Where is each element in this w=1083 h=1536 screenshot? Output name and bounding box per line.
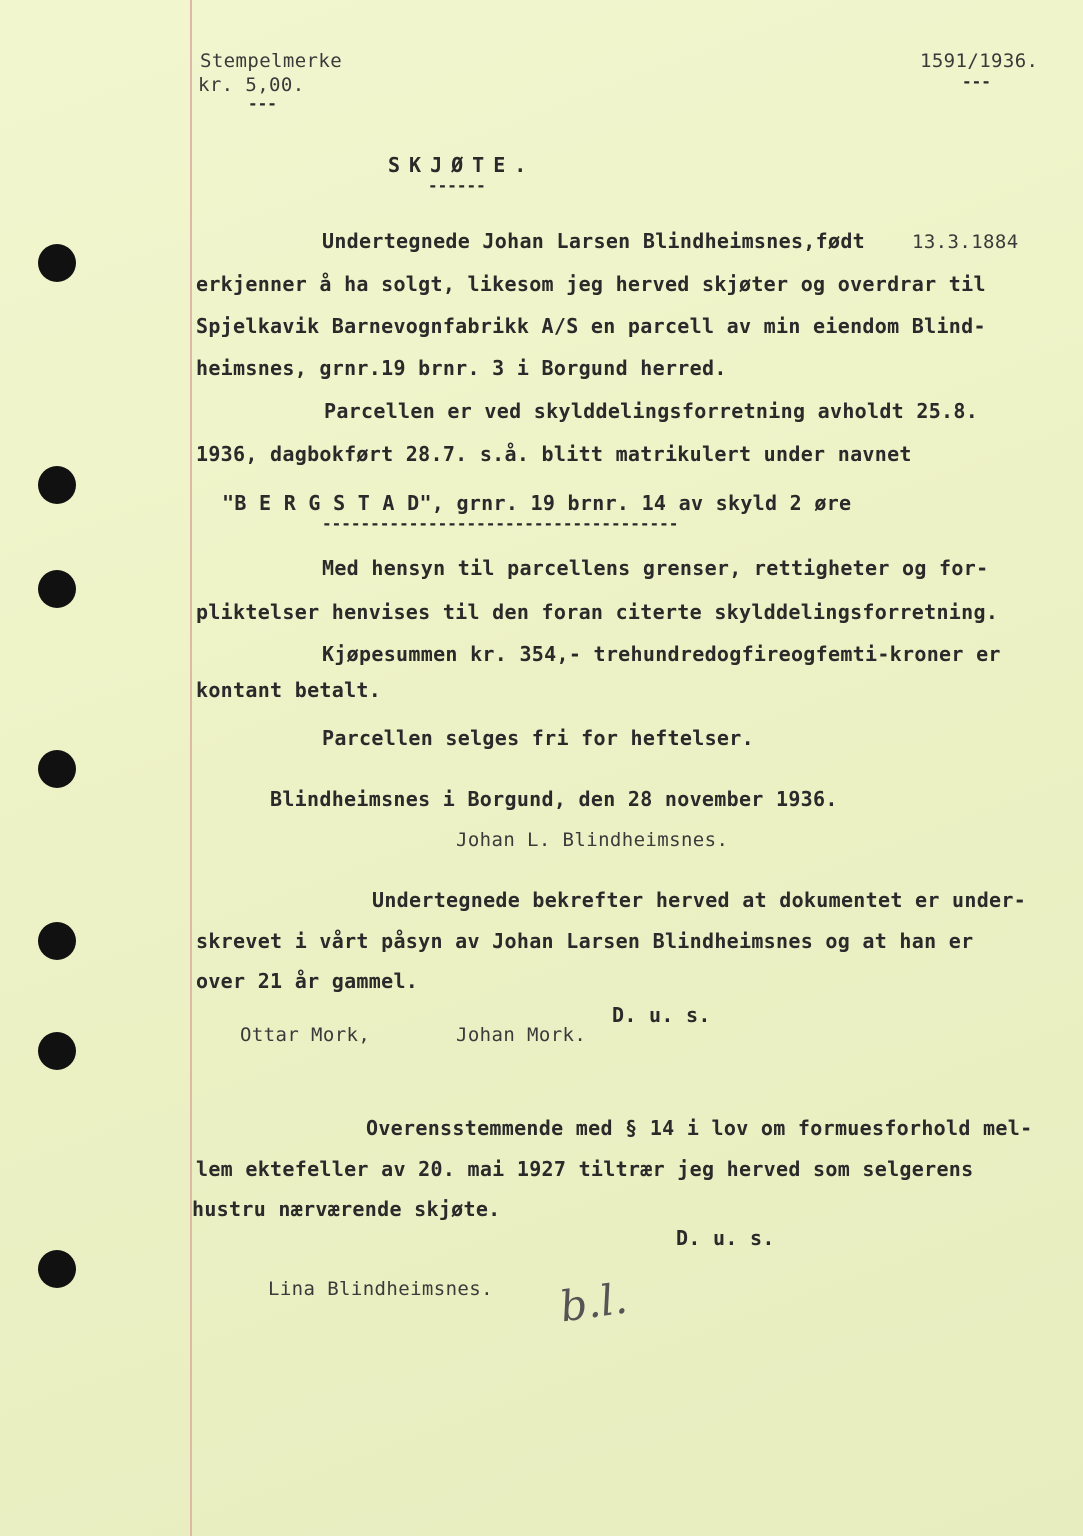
reference-number: 1591/1936. xyxy=(920,50,1039,72)
para1-line3: Spjelkavik Barnevognfabrikk A/S en parcell av min eiendom Blind- xyxy=(196,314,986,338)
reference-dashes: --- xyxy=(962,72,991,91)
place-date: Blindheimsnes i Borgund, den 28 november 1936. xyxy=(270,787,838,811)
para1-line1: Undertegnede Johan Larsen Blindheimsnes,født xyxy=(322,229,866,253)
dus-mark-1: D. u. s. xyxy=(612,1003,711,1027)
spouse-line1: Overensstemmende med § 14 i lov om formuesforhold mel- xyxy=(366,1116,1033,1140)
witness-1-signature: Ottar Mork, xyxy=(240,1024,371,1046)
para1-line4: heimsnes, grnr.19 brnr. 3 i Borgund herred. xyxy=(196,356,727,380)
para2-line1: Parcellen er ved skylddelingsforretning avholdt 25.8. xyxy=(324,399,979,423)
para3-line1: Med hensyn til parcellens grenser, rettigheter og for- xyxy=(322,556,989,580)
witness-2-signature: Johan Mork. xyxy=(456,1024,587,1046)
property-name-underline: ------------------------------------- xyxy=(322,514,679,533)
dus-mark-2: D. u. s. xyxy=(676,1226,775,1250)
spouse-line2: lem ektefeller av 20. mai 1927 tiltrær jeg herved som selgerens xyxy=(196,1157,974,1181)
margin-rule xyxy=(190,0,192,1536)
punch-hole xyxy=(38,244,76,282)
para4-line1: Kjøpesummen kr. 354,- trehundredogfireogfemti-kroner er xyxy=(322,642,1001,666)
punch-hole xyxy=(38,466,76,504)
punch-hole xyxy=(38,1032,76,1070)
stamp-line-1: Stempelmerke xyxy=(200,50,343,72)
punch-hole xyxy=(38,922,76,960)
witness-line1: Undertegnede bekrefter herved at dokumentet er under- xyxy=(372,888,1027,912)
spouse-line3: hustru nærværende skjøte. xyxy=(192,1197,501,1221)
para1-line2: erkjenner å ha solgt, likesom jeg herved skjøter og overdrar til xyxy=(196,272,986,296)
stamp-dashes: --- xyxy=(248,94,277,113)
witness-line3: over 21 år gammel. xyxy=(196,969,419,993)
punch-hole xyxy=(38,1250,76,1288)
title-underline: ------ xyxy=(428,176,486,195)
seller-signature: Johan L. Blindheimsnes. xyxy=(456,829,729,851)
para2-line3: "B E R G S T A D", grnr. 19 brnr. 14 av skyld 2 øre xyxy=(222,491,852,515)
stamp-line-2: kr. 5,00. xyxy=(198,74,305,96)
document-title: SKJØTE. xyxy=(388,153,536,177)
para4-line2: kontant betalt. xyxy=(196,678,382,702)
para2-line2: 1936, dagbokført 28.7. s.å. blitt matrikulert under navnet xyxy=(196,442,912,466)
seller-birth-date: 13.3.1884 xyxy=(912,231,1019,253)
witness-line2: skrevet i vårt påsyn av Johan Larsen Blindheimsnes og at han er xyxy=(196,929,974,953)
handwritten-initials: b.l. xyxy=(556,1273,631,1332)
punch-hole xyxy=(38,750,76,788)
punch-hole xyxy=(38,570,76,608)
para5: Parcellen selges fri for heftelser. xyxy=(322,726,754,750)
spouse-signature: Lina Blindheimsnes. xyxy=(268,1278,493,1300)
para3-line2: pliktelser henvises til den foran citerte skylddelingsforretning. xyxy=(196,600,999,624)
